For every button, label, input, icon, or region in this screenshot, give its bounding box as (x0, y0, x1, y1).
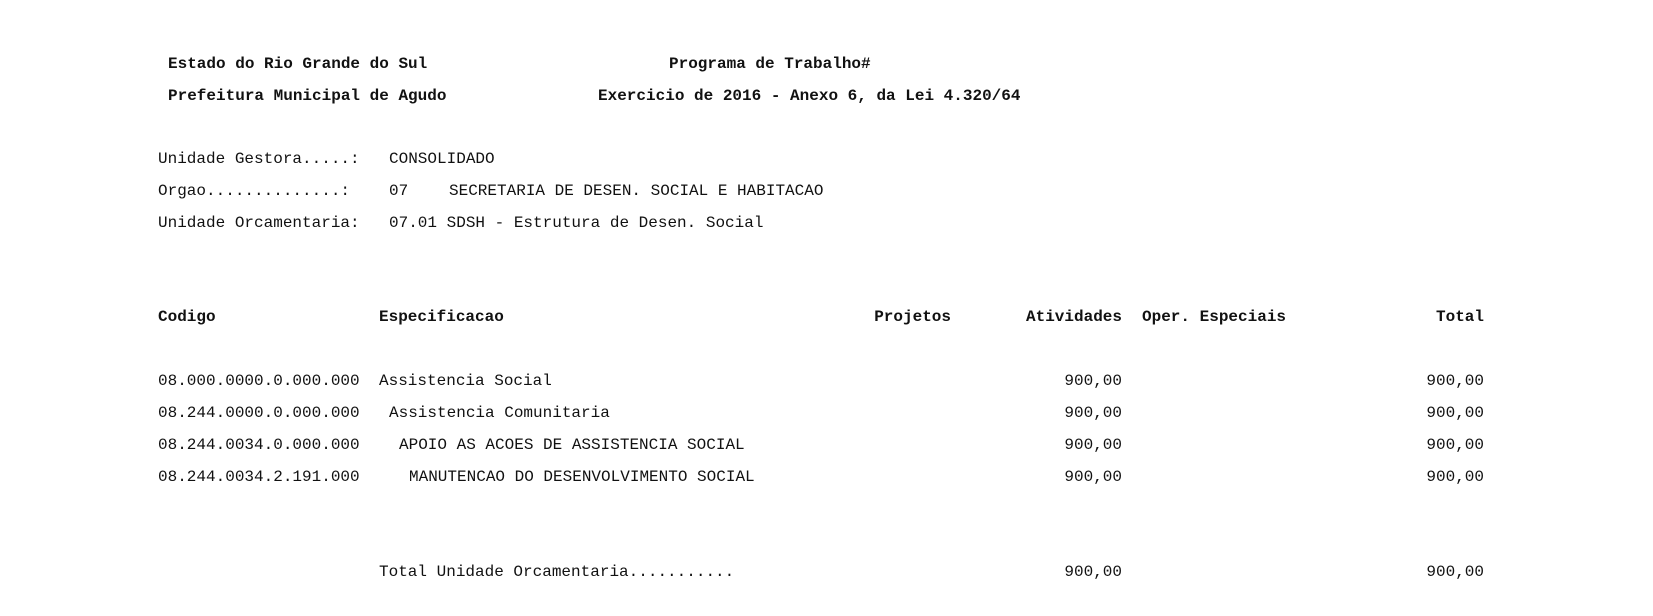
row-atividades: 900,00 (1064, 436, 1122, 454)
row-atividades: 900,00 (1064, 404, 1122, 422)
orgao-label: Orgao..............: (158, 182, 351, 200)
orgao-name: SECRETARIA DE DESEN. SOCIAL E HABITACAO (449, 182, 824, 200)
col-header-oper-especiais: Oper. Especiais (1142, 308, 1287, 326)
row-codigo: 08.000.0000.0.000.000 (158, 372, 360, 390)
col-header-atividades: Atividades (1025, 308, 1122, 326)
exercise-title: Exercicio de 2016 - Anexo 6, da Lei 4.320/64 (598, 87, 1021, 105)
orgao-code: 07 (389, 182, 409, 200)
total-unidade-label: Total Unidade Orcamentaria........... (379, 563, 735, 581)
row-especificacao: Assistencia Comunitaria (389, 404, 610, 422)
col-header-total: Total (1435, 308, 1484, 326)
row-especificacao: Assistencia Social (379, 372, 552, 390)
unidade-orcamentaria-value: 07.01 SDSH - Estrutura de Desen. Social (389, 214, 764, 232)
unidade-orcamentaria-label: Unidade Orcamentaria: (158, 214, 360, 232)
col-header-projetos: Projetos (874, 308, 951, 326)
program-title: Programa de Trabalho# (669, 55, 871, 73)
row-atividades: 900,00 (1064, 468, 1122, 486)
row-especificacao: APOIO AS ACOES DE ASSISTENCIA SOCIAL (399, 436, 745, 454)
row-codigo: 08.244.0034.0.000.000 (158, 436, 360, 454)
row-total: 900,00 (1426, 436, 1484, 454)
unidade-gestora-value: CONSOLIDADO (389, 150, 495, 168)
total-atividades: 900,00 (1064, 563, 1122, 581)
row-total: 900,00 (1426, 404, 1484, 422)
municipality-name: Prefeitura Municipal de Agudo (168, 87, 447, 105)
row-total: 900,00 (1426, 468, 1484, 486)
col-header-codigo: Codigo (158, 308, 216, 326)
row-codigo: 08.244.0000.0.000.000 (158, 404, 360, 422)
total-total: 900,00 (1426, 563, 1484, 581)
row-codigo: 08.244.0034.2.191.000 (158, 468, 360, 486)
col-header-especificacao: Especificacao (379, 308, 504, 326)
row-especificacao: MANUTENCAO DO DESENVOLVIMENTO SOCIAL (409, 468, 755, 486)
row-total: 900,00 (1426, 372, 1484, 390)
state-name: Estado do Rio Grande do Sul (168, 55, 428, 73)
row-atividades: 900,00 (1064, 372, 1122, 390)
unidade-gestora-label: Unidade Gestora.....: (158, 150, 360, 168)
